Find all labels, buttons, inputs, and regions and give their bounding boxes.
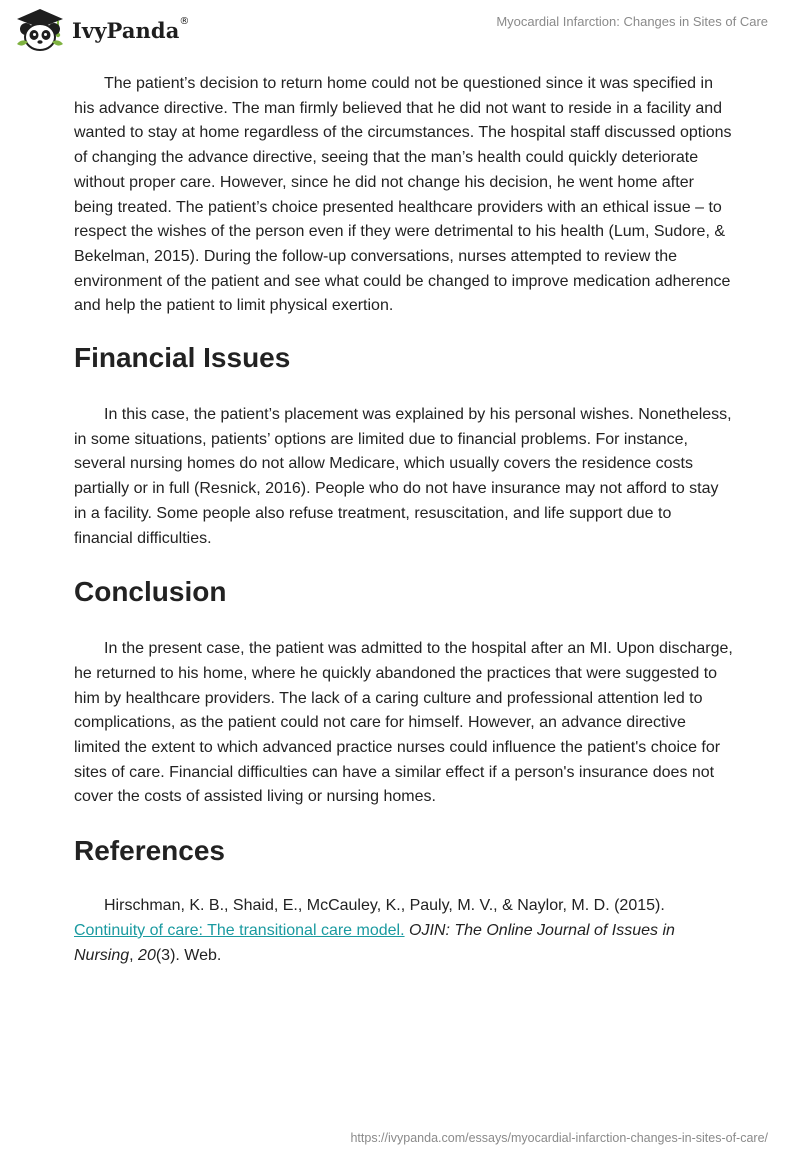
page-header [0,0,800,70]
logo-wordmark: IvyPanda® [72,15,190,43]
ivypanda-logo[interactable] [14,8,190,52]
essay-content [74,72,734,968]
reference-authors: Hirschman, K. B., Shaid, E., McCauley, K., Pauly, M. V., & Naylor, M. D. (2015). [104,897,665,915]
conclusion-heading: Conclusion [74,576,227,608]
reference-issue: (3). Web. [155,946,222,964]
reference-link[interactable]: Continuity of care: The transitional care model. [74,921,405,939]
financial-paragraph: In this case, the patient’s placement was explained by his personal wishes. Nonetheless, in some situations, patients’ options are limited due to financial problems. For instance, several nursing homes do not allow Medicare, which usually covers the residence costs partially or in full (Resnick, 2016). People who do not have insurance may not afford to stay in a facility. Some people also refuse treatment, resuscitation, and life support due to financial difficulties. [74,406,732,547]
panda-graduate-icon [14,8,66,52]
reference-comma: , [129,946,134,964]
references-heading: References [74,835,225,867]
conclusion-paragraph: In the present case, the patient was admitted to the hospital after an MI. Upon discharge, he returned to his home, where he quickly abandoned the practices that were suggested to him by healthcare providers. The lack of a caring culture and professional attention led to complications, as the patient could not care for himself. However, an advance directive limited the extent to which advanced practice nurses could influence the patient's choice for sites of care. Financial difficulties can have a similar effect if a person's insurance does not cover the costs of assisted living or nursing homes. [74,640,733,806]
reference-entry [74,894,734,968]
document-title: Myocardial Infarction: Changes in Sites of Care [496,14,768,29]
financial-issues-heading: Financial Issues [74,342,291,374]
reference-volume: 20 [138,946,156,964]
registered-mark: ® [179,15,190,27]
intro-paragraph: The patient’s decision to return home could not be questioned since it was specified in his advance directive. The man firmly believed that he did not want to reside in a facility and wanted to stay at home regardless of the circumstances. The hospital staff discussed options of changing the advance directive, seeing that the man’s health could quickly deteriorate without proper care. However, since he did not change his decision, he went home after being treated. The patient’s choice presented healthcare providers with an ethical issue – to respect the wishes of the person even if they were detrimental to his health (Lum, Sudore, & Bekelman, 2015). During the follow-up conversations, nurses attempted to review the environment of the patient and see what could be changed to improve medication adherence and help the patient to limit physical exertion. [74,75,732,315]
footer-url[interactable]: https://ivypanda.com/essays/myocardial-infarction-changes-in-sites-of-care/ [350,1131,768,1145]
reference-journal: OJIN: The Online Journal of Issues in Nursing [74,921,675,964]
